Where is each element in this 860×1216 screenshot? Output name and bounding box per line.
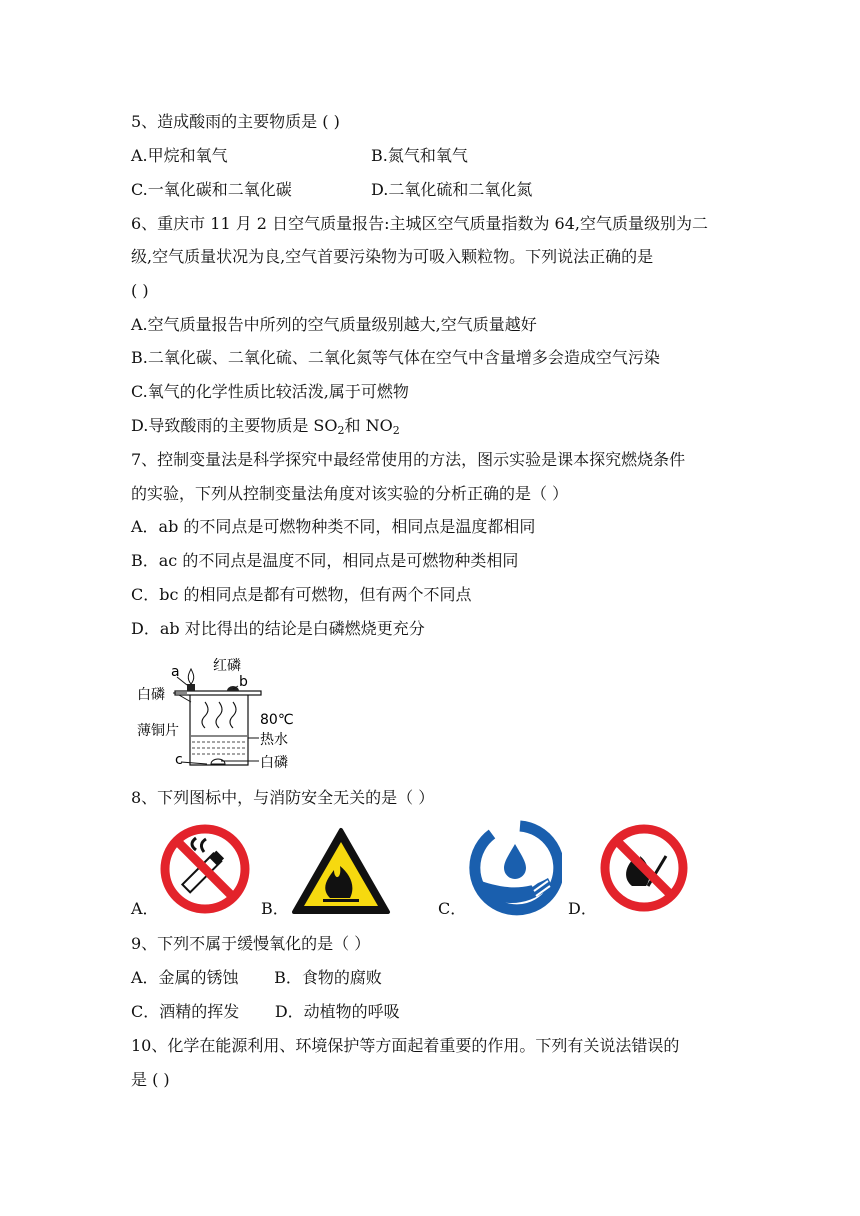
q7-stem-line2: 的实验，下列从控制变量法角度对该实验的分析正确的是（ ） bbox=[131, 484, 569, 503]
q5-option-b: B.氮气和氧气 bbox=[371, 146, 468, 165]
water-saving-icon bbox=[468, 820, 562, 916]
white-phosphorus-a bbox=[187, 684, 195, 691]
q8-option-a-letter: A． bbox=[131, 899, 159, 918]
label-c: c bbox=[175, 752, 183, 768]
flammable-warning-icon bbox=[290, 826, 392, 916]
q5-option-d: D.二氧化硫和二氧化氮 bbox=[371, 180, 533, 199]
q10-stem-line2: 是 ( ) bbox=[131, 1070, 170, 1089]
q6-option-d-text-2: 和 NO bbox=[344, 416, 393, 435]
q5-stem: 5、造成酸雨的主要物质是 ( ) bbox=[131, 112, 340, 131]
q8-option-c-letter: C． bbox=[438, 899, 467, 918]
q8-option-d-letter: D． bbox=[568, 899, 597, 918]
q9-options-row1: A．金属的锈蚀 B．食物的腐败 bbox=[131, 968, 382, 987]
label-white-phosphorus-bottom: 白磷 bbox=[260, 755, 288, 771]
label-red-phosphorus: 红磷 bbox=[213, 658, 241, 674]
q8-option-b-letter: B． bbox=[261, 899, 289, 918]
subscript-2: 2 bbox=[392, 424, 400, 437]
q9-stem: 9、下列不属于缓慢氧化的是（ ） bbox=[131, 934, 371, 953]
q6-stem-line1: 6、重庆市 11 月 2 日空气质量报告:主城区空气质量指数为 64,空气质量级别为二 bbox=[131, 214, 708, 233]
q6-option-d bbox=[131, 415, 400, 437]
copper-sheet bbox=[175, 691, 261, 695]
q7-stem-line1: 7、控制变量法是科学探究中最经常使用的方法，图示实验是课本探究燃烧条件 bbox=[131, 450, 686, 469]
combustion-experiment-figure bbox=[135, 652, 305, 772]
q8-stem: 8、下列图标中，与消防安全无关的是（ ） bbox=[131, 788, 435, 807]
q5-option-c: C.一氧化碳和二氧化碳 bbox=[131, 180, 292, 199]
q6-option-c: C.氧气的化学性质比较活泼,属于可燃物 bbox=[131, 382, 409, 401]
q5-option-a: A.甲烷和氧气 bbox=[131, 146, 228, 165]
label-copper-sheet: 薄铜片 bbox=[137, 723, 179, 739]
q7-option-a: A．ab 的不同点是可燃物种类不同，相同点是温度都相同 bbox=[131, 517, 536, 536]
q6-option-d-text: D.导致酸雨的主要物质是 SO bbox=[131, 416, 338, 435]
q6-option-b: B.二氧化碳、二氧化硫、二氧化氮等气体在空气中含量增多会造成空气污染 bbox=[131, 348, 660, 367]
q9-options-row2: C．酒精的挥发 D．动植物的呼吸 bbox=[131, 1002, 400, 1021]
q7-option-b: B．ac 的不同点是温度不同，相同点是可燃物种类相同 bbox=[131, 551, 519, 570]
q6-stem-line3: ( ) bbox=[131, 281, 149, 300]
subscript: 2 bbox=[337, 424, 345, 437]
label-hot-water: 热水 bbox=[260, 732, 288, 748]
q6-stem-line2: 级,空气质量状况为良,空气首要污染物为可吸入颗粒物。下列说法正确的是 bbox=[131, 247, 654, 266]
water-dashes bbox=[192, 742, 246, 754]
q6-option-a: A.空气质量报告中所列的空气质量级别越大,空气质量越好 bbox=[131, 315, 537, 334]
label-temperature: 80℃ bbox=[260, 712, 294, 728]
label-a: a bbox=[171, 664, 180, 680]
q10-stem-line1: 10、化学在能源利用、环境保护等方面起着重要的作用。下列有关说法错误的 bbox=[131, 1036, 680, 1055]
q7-option-d: D．ab 对比得出的结论是白磷燃烧更充分 bbox=[131, 619, 425, 638]
no-smoking-icon bbox=[158, 822, 252, 916]
q7-option-c: C．bc 的相同点是都有可燃物，但有两个不同点 bbox=[131, 585, 472, 604]
flame-icon bbox=[188, 669, 193, 684]
label-b: b bbox=[239, 674, 248, 690]
steam-wisps bbox=[202, 702, 236, 728]
no-open-flame-icon bbox=[598, 822, 690, 914]
label-white-phosphorus-top: 白磷 bbox=[137, 687, 165, 703]
